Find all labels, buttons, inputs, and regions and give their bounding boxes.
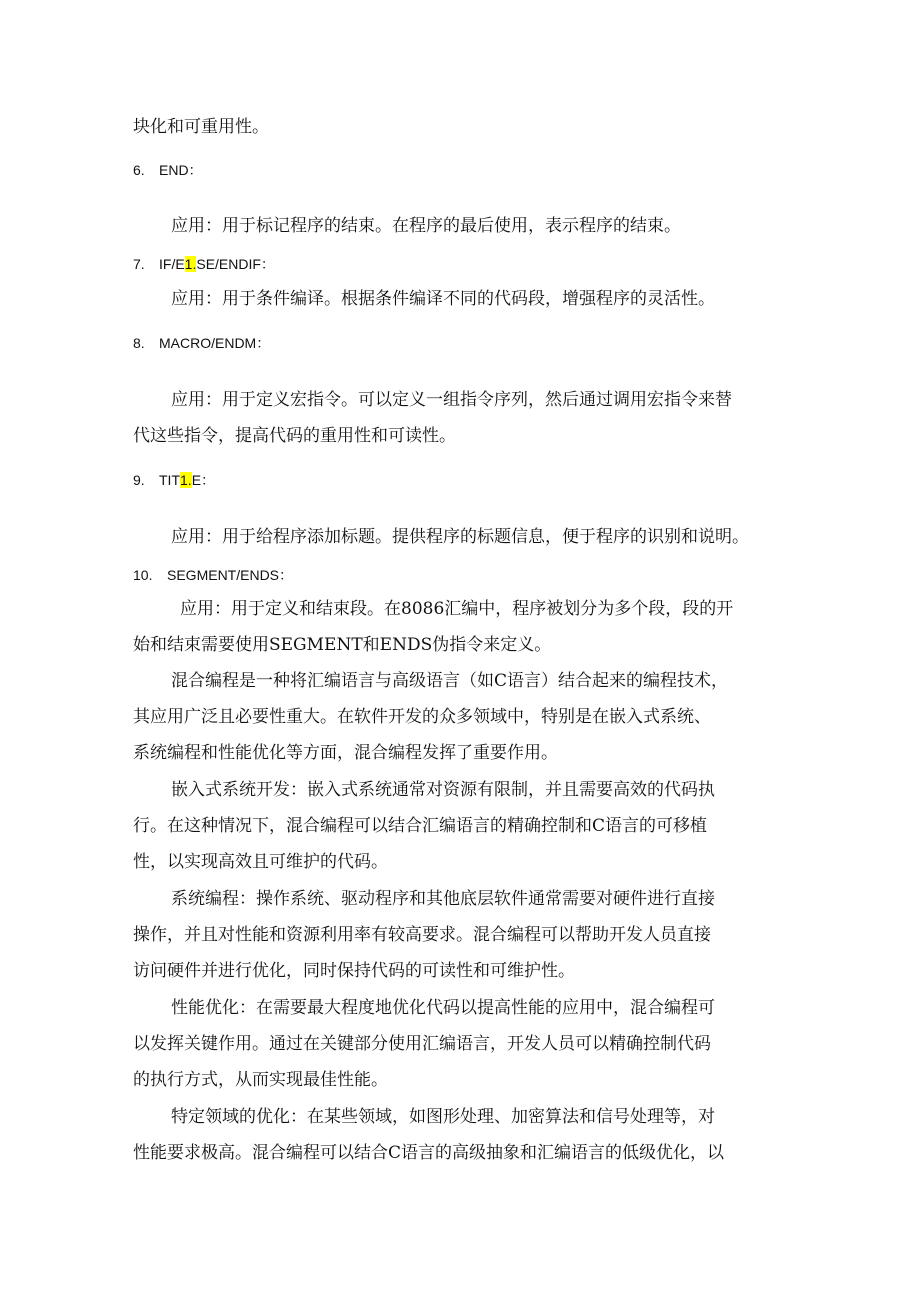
item-number: 9. [133,472,145,488]
paragraph-line: 访问硬件并进行优化，同时保持代码的可读性和可维护性。 [133,961,575,981]
item-number: 7. [133,256,145,272]
application-text: 始和结束需要使用SEGMENT和ENDS伪指令来定义。 [133,635,552,655]
paragraph-line: 操作，并且对性能和资源利用率有较高要求。混合编程可以帮助开发人员直接 [133,925,711,945]
highlighted-text: 1. [184,256,197,272]
application-text: 应用：用于条件编译。根据条件编译不同的代码段，增强程序的灵活性。 [171,289,715,309]
directive-title: END： [159,162,203,178]
application-text: 应用：用于定义宏指令。可以定义一组指令序列，然后通过调用宏指令来替 [171,390,732,410]
directive-title-part: TIT [159,472,180,488]
item-number: 8. [133,335,145,351]
directive-title-part: SE/ENDIF： [196,256,275,272]
paragraph-line: 性能要求极高。混合编程可以结合C语言的高级抽象和汇编语言的低级优化，以 [133,1143,725,1163]
paragraph-line: 其应用广泛且必要性重大。在软件开发的众多领域中，特别是在嵌入式系统、 [133,707,711,727]
application-text: 应用：用于给程序添加标题。提供程序的标题信息，便于程序的识别和说明。 [171,527,749,547]
paragraph-line: 系统编程和性能优化等方面，混合编程发挥了重要作用。 [133,743,558,763]
directive-title-part: IF/E [159,256,185,272]
directive-heading-segment [133,565,293,585]
paragraph-line: 性，以实现高效且可维护的代码。 [133,852,388,872]
paragraph-line: 性能优化：在需要最大程度地优化代码以提高性能的应用中，混合编程可 [171,998,715,1018]
paragraph-line: 混合编程是一种将汇编语言与高级语言（如C语言）结合起来的编程技术， [171,671,729,691]
item-number: 6. [133,162,145,178]
application-text: 代这些指令，提高代码的重用性和可读性。 [133,426,456,446]
highlighted-text: 1. [180,472,192,488]
paragraph-line: 以发挥关键作用。通过在关键部分使用汇编语言，开发人员可以精确控制代码 [133,1034,711,1054]
directive-heading-end [133,160,203,180]
directive-title-part: E： [191,472,216,488]
directive-title: MACRO/ENDM： [159,335,271,351]
item-number: 10. [133,567,153,583]
paragraph-line: 嵌入式系统开发：嵌入式系统通常对资源有限制，并且需要高效的代码执 [171,780,715,800]
application-text: 应用：用于标记程序的结束。在程序的最后使用，表示程序的结束。 [171,216,681,236]
directive-heading-macro [133,333,270,353]
directive-heading-if-else [133,254,275,274]
directive-heading-title [133,470,215,490]
paragraph-line: 的执行方式，从而实现最佳性能。 [133,1070,388,1090]
application-text: 应用：用于定义和结束段。在8086汇编中，程序被划分为多个段，段的开 [180,599,734,619]
directive-title: SEGMENT/ENDS： [167,567,294,583]
paragraph-line: 行。在这种情况下，混合编程可以结合汇编语言的精确控制和C语言的可移植 [133,816,708,836]
fragment-line: 块化和可重用性。 [133,117,269,137]
paragraph-line: 系统编程：操作系统、驱动程序和其他底层软件通常需要对硬件进行直接 [171,889,715,909]
paragraph-line: 特定领域的优化：在某些领域，如图形处理、加密算法和信号处理等，对 [171,1107,715,1127]
